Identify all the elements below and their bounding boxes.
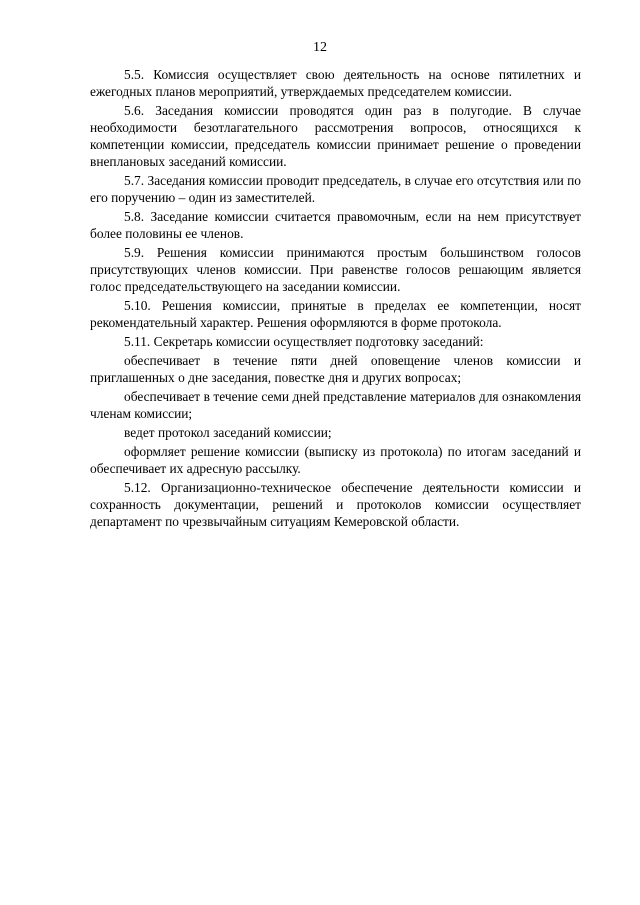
- paragraph-5-7: 5.7. Заседания комиссии проводит председатель, в случае его отсутствия или по его поручению – один из заместителей.: [90, 173, 581, 205]
- document-body: [90, 66, 581, 532]
- page-number: 12: [313, 40, 327, 55]
- paragraph-5-9: 5.9. Решения комиссии принимаются простым большинством голосов присутствующих членов комиссии. При равенстве голосов решающим является голос председательствующего на заседании комиссии.: [90, 245, 581, 294]
- paragraph-5-11-item-4: оформляет решение комиссии (выписку из протокола) по итогам заседаний и обеспечивает их адресную рассылку.: [90, 444, 581, 476]
- paragraph-5-6: 5.6. Заседания комиссии проводятся один раз в полугодие. В случае необходимости безотлагательного рассмотрения вопросов, относящихся к компетенции комиссии, председатель комиссии принимает решение о проведении внеплановых заседаний комиссии.: [90, 103, 581, 169]
- paragraph-5-10: 5.10. Решения комиссии, принятые в пределах ее компетенции, носят рекомендательный характер. Решения оформляются в форме протокола.: [90, 298, 581, 330]
- paragraph-5-8: 5.8. Заседание комиссии считается правомочным, если на нем присутствует более половины ее членов.: [90, 209, 581, 241]
- paragraph-5-11: 5.11. Секретарь комиссии осуществляет подготовку заседаний:: [124, 334, 484, 349]
- paragraph-5-12: 5.12. Организационно-техническое обеспечение деятельности комиссии и сохранность документации, решений и протоколов комиссии осуществляет департамент по чрезвычайным ситуациям Кемеровской области.: [90, 480, 581, 529]
- paragraph-5-11-item-1: обеспечивает в течение пяти дней оповещение членов комиссии и приглашенных о дне заседания, повестке дня и других вопросах;: [90, 353, 581, 385]
- paragraph-5-5: 5.5. Комиссия осуществляет свою деятельность на основе пятилетних и ежегодных планов мероприятий, утверждаемых председателем комиссии.: [90, 67, 581, 99]
- paragraph-5-11-item-2: обеспечивает в течение семи дней представление материалов для ознакомления членам комиссии;: [90, 389, 581, 421]
- paragraph-5-11-item-3: ведет протокол заседаний комиссии;: [124, 425, 332, 440]
